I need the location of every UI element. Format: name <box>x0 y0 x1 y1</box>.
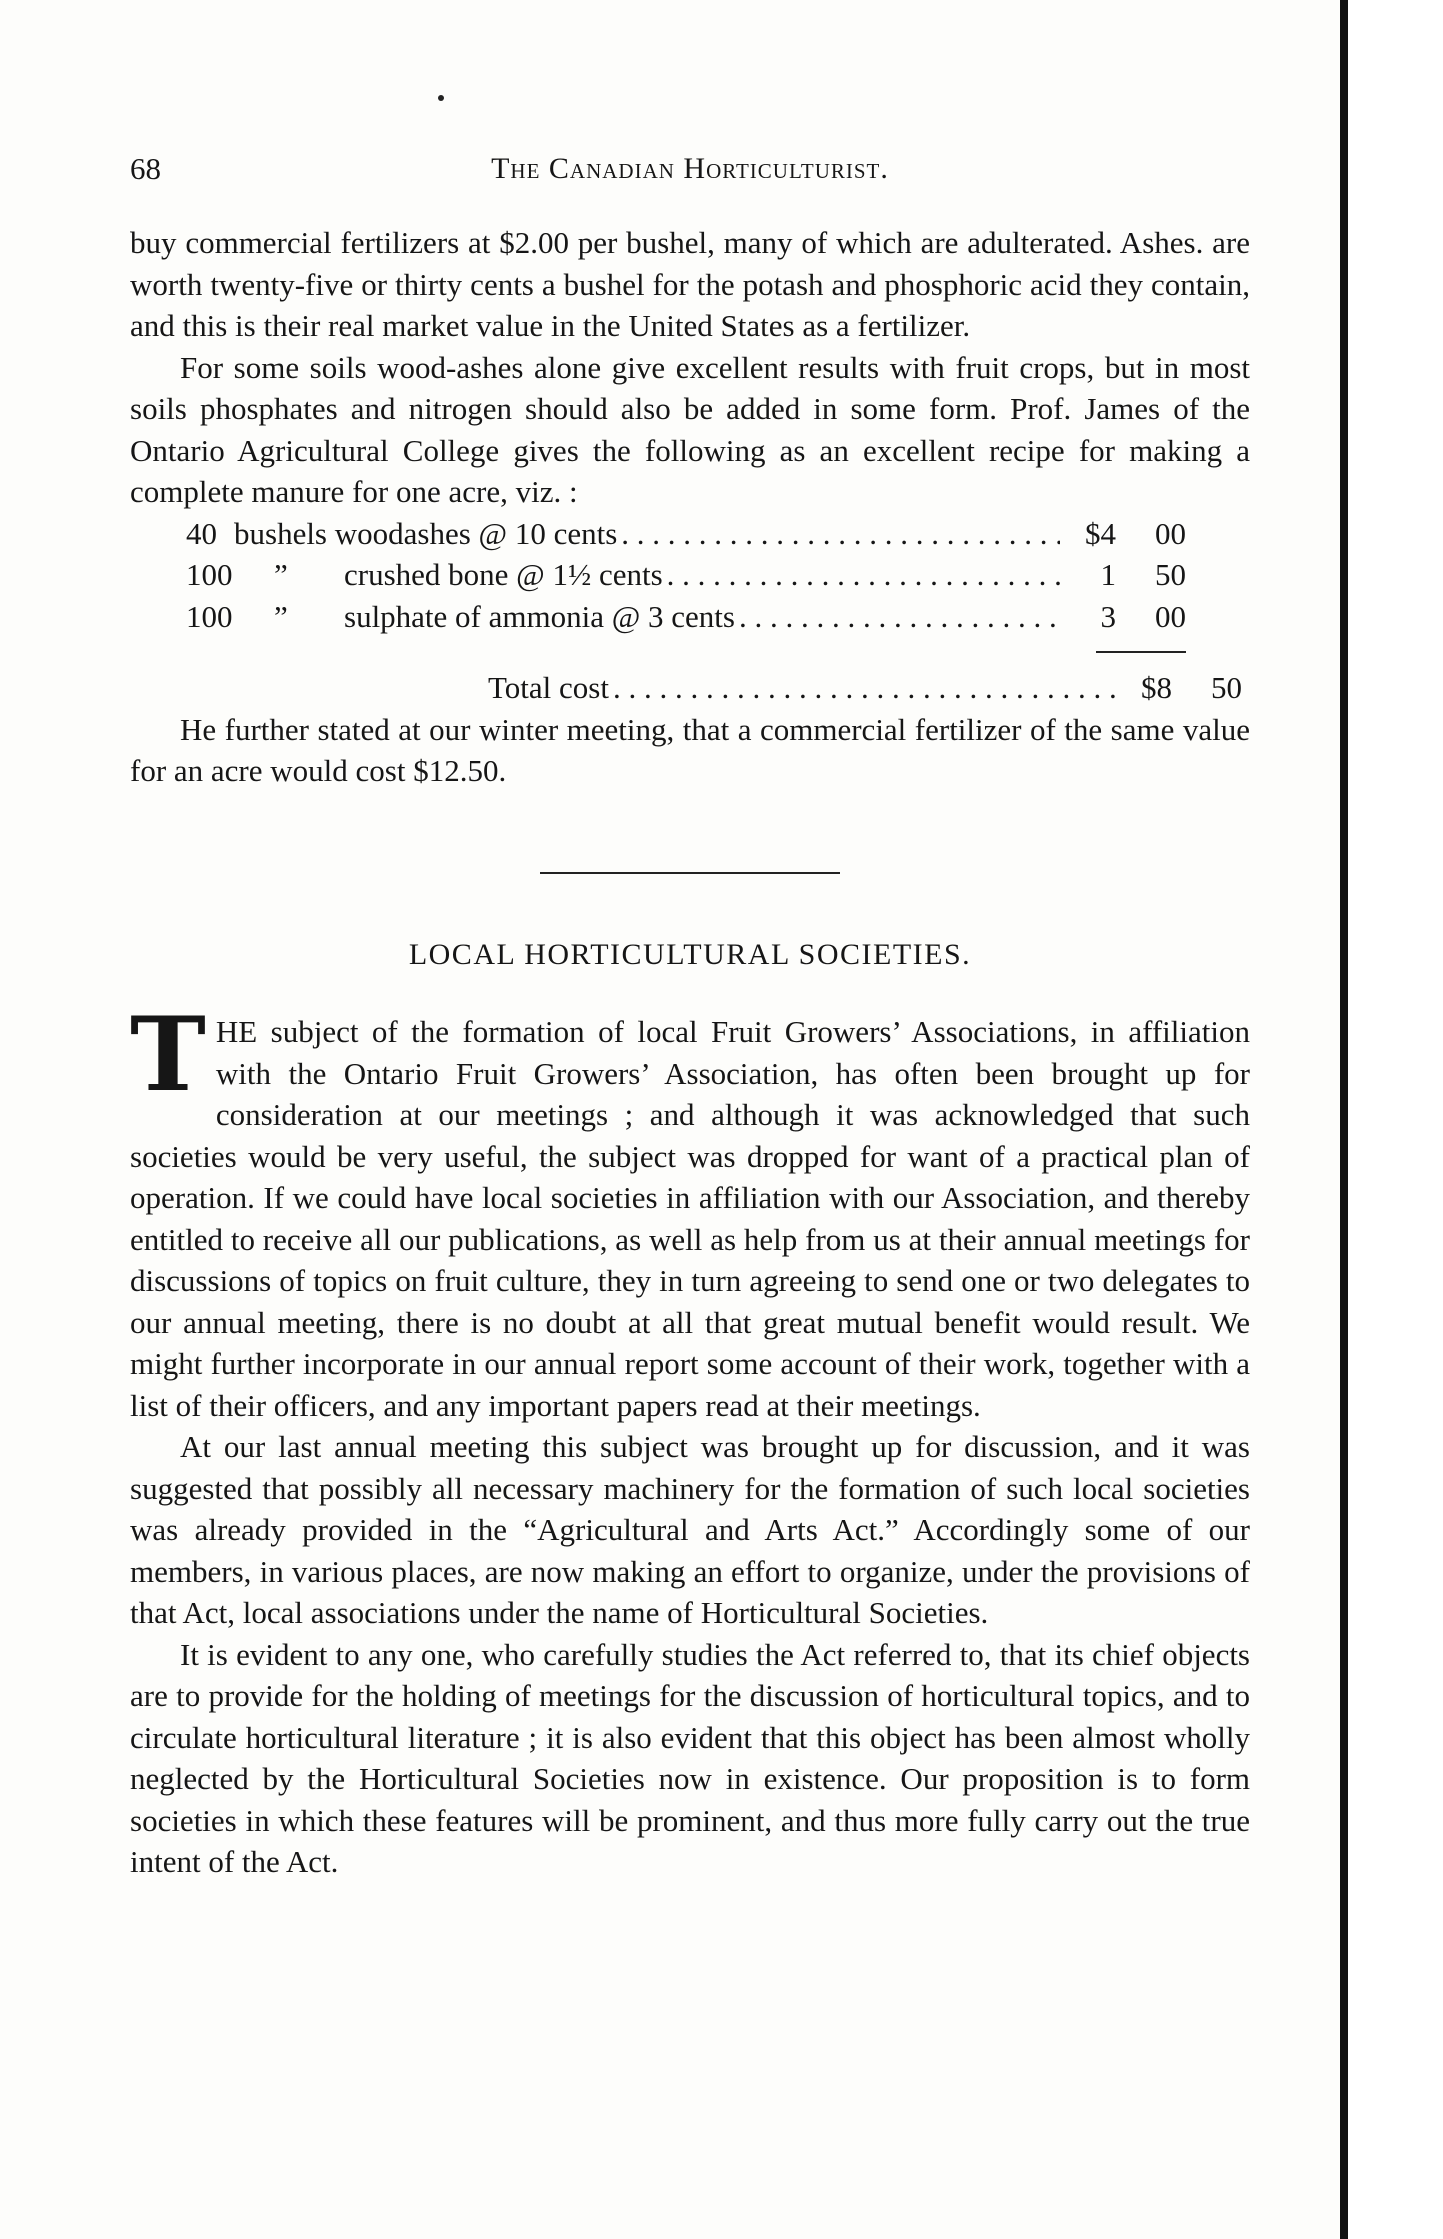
sum-rule <box>1096 651 1186 653</box>
recipe-row <box>186 596 1186 638</box>
dot-leader <box>621 513 1060 555</box>
dot-leader <box>739 596 1060 638</box>
recipe-item: bushels woodashes @ 10 cents <box>234 515 618 551</box>
dot-leader <box>667 554 1060 596</box>
recipe-cents: 00 <box>1155 598 1186 634</box>
paragraph-text: HE subject of the formation of local Fruit Growers’ Associations, in affiliation with the Ontario Fruit Growers’ Association, has often been brought up for consideration at our meetings ; and although it was acknowledged that such societies would be very useful, the subject was dropped for want of a practical plan of operation. If we could have local societies in affiliation with our Association, and thereby entitled to receive all our publications, as well as help from us at their annual meetings for discussions of topics on fruit culture, they in turn agreeing to send one or two delegates to our annual meeting, there is no doubt at all that great mutual benefit would result. We might further incorporate in our annual report some account of their work, together with a list of their officers, and any important papers read at their meetings. <box>130 1014 1250 1423</box>
total-dollars: $8 <box>1141 670 1172 705</box>
paragraph-with-dropcap <box>130 995 1250 1426</box>
recipe-qty: 100 <box>186 598 233 634</box>
dot-leader <box>613 667 1116 709</box>
recipe-row <box>186 513 1186 555</box>
page-margin <box>1348 0 1443 2239</box>
recipe-dollars: $4 <box>1085 515 1116 551</box>
total-cents: 50 <box>1211 670 1242 705</box>
section-divider <box>540 872 840 874</box>
page-content <box>130 148 1250 1883</box>
recipe-qty: 100 <box>186 557 233 592</box>
page-binding-edge <box>1340 0 1348 2239</box>
paragraph: buy commercial fertilizers at $2.00 per bushel, many of which are adulterated. Ashes. are worth twenty-five or thirty cents a bushel for the potash and phosphoric acid they contain, and this is their real market value in the United States as a fertilizer. <box>130 225 1250 343</box>
recipe-item: sulphate of ammonia @ 3 cents <box>344 598 735 634</box>
paragraph: He further stated at our winter meeting, that a commercial fertilizer of the same value for an acre would cost $12.50. <box>130 711 1250 788</box>
recipe-row <box>186 554 1186 596</box>
section-heading: LOCAL HORTICULTURAL SOCIETIES. <box>408 937 972 971</box>
recipe-item: crushed bone @ 1½ cents <box>344 557 663 592</box>
ditto-mark: ” <box>274 598 288 634</box>
recipe-dollars: 3 <box>1100 598 1116 634</box>
recipe-qty: 40 <box>186 515 217 551</box>
intro-text <box>130 222 1250 513</box>
recipe-dollars: 1 <box>1100 557 1116 592</box>
page-number: 68 <box>130 151 161 186</box>
paragraph: For some soils wood-ashes alone give excellent results with fruit crops, but in most soils phosphates and nitrogen should also be added in some form. Prof. James of the Ontario Agricultural College gives the following as an excellent recipe for making a complete manure for one acre, viz. : <box>130 349 1250 509</box>
recipe-cents: 50 <box>1155 557 1186 592</box>
ditto-mark: ” <box>274 557 288 592</box>
section-body <box>130 995 1250 1883</box>
paragraph: It is evident to any one, who carefully studies the Act referred to, that its chief objects are to provide for the holding of meetings for the discussion of horticultural topics, and to circulate horticultural literature ; it is also evident that this object has been almost wholly neglected by the Horticultural Societies now in existence. Our proposition is to form societies in which these features will be prominent, and thus more fully carry out the true intent of the Act. <box>130 1636 1250 1879</box>
running-title: The Canadian Horticulturist. <box>491 152 889 185</box>
paragraph: At our last annual meeting this subject was brought up for discussion, and it was suggested that possibly all necessary machinery for the formation of such local societies was already provided in the “Agricultural and Arts Act.” Accordingly some of our members, in various places, are now making an effort to organize, under the provisions of that Act, local associations under the name of Horticultural Societies. <box>130 1429 1250 1630</box>
print-speck <box>438 95 444 101</box>
page-header <box>130 148 1250 188</box>
drop-cap-letter: T <box>130 995 206 1115</box>
recipe-total-row <box>488 667 1242 709</box>
recipe-cents: 00 <box>1155 515 1186 551</box>
manure-recipe-table <box>186 513 1242 709</box>
total-label: Total cost <box>488 670 609 705</box>
